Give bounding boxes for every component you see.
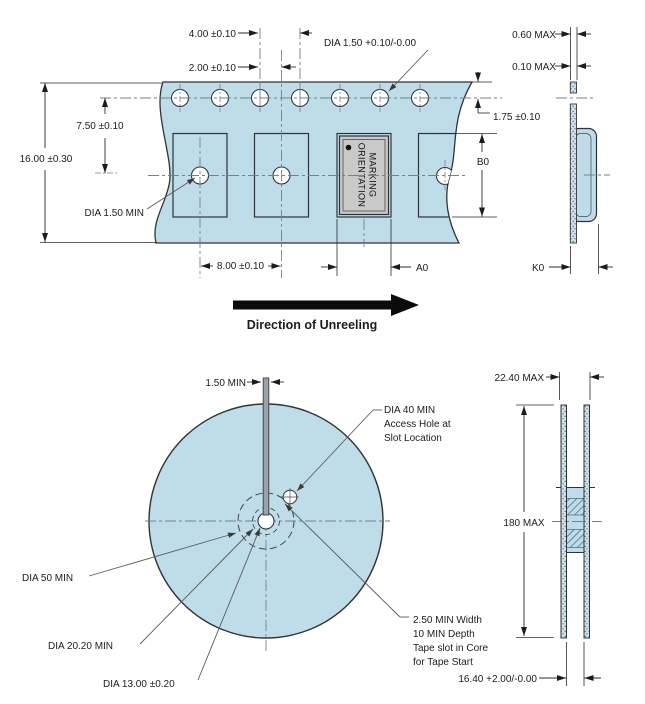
flange-left — [561, 405, 567, 638]
dim-max-thickness: 0.60 MAX — [512, 30, 556, 41]
note-access-hole-2: Access Hole at — [384, 419, 451, 430]
tape-side-view — [512, 27, 613, 274]
note-tape-slot-1: 2.50 MIN Width — [413, 615, 482, 626]
dim-hub-dia: DIA 50 MIN — [22, 573, 74, 584]
direction-arrow — [233, 294, 419, 316]
marking-line1: MARKING — [367, 152, 378, 198]
carrier-tape-top-view — [20, 28, 541, 332]
dim-sprocket-hole-dia: DIA 1.50 +0.10/-0.00 — [324, 38, 417, 49]
tape-body — [155, 82, 472, 243]
dim-arbor-ring-dia: DIA 20.20 MIN — [48, 641, 114, 652]
dim-b0: B0 — [476, 157, 490, 168]
dim-flange-span: 22.40 MAX — [494, 373, 544, 384]
dim-tape-width: 16.00 ±0.30 — [19, 154, 73, 165]
direction-of-unreeling — [233, 294, 419, 332]
dim-pocket-pitch: 8.00 ±0.10 — [216, 261, 265, 272]
dim-center-hole-dia: DIA 13.00 ±0.20 — [103, 679, 175, 690]
note-tape-slot-2: 10 MIN Depth — [413, 629, 475, 640]
side-view-dimensions — [512, 27, 613, 274]
dim-reel-dia: 180 MAX — [503, 518, 545, 529]
dim-sprocket-to-pocket: 7.50 ±0.10 — [76, 121, 124, 132]
note-tape-slot-3: Tape slot in Core — [413, 643, 489, 654]
direction-label: Direction of Unreeling — [246, 318, 378, 332]
dim-slot-width: 1.50 MIN — [205, 378, 246, 389]
tape-strip-top — [570, 82, 576, 93]
dim-sprocket-pitch: 4.00 ±0.10 — [188, 29, 236, 40]
marking-line2: ORIENTATION — [356, 142, 367, 208]
pin1-dot — [346, 145, 352, 151]
dim-inner-width: 16.40 +2.00/-0.00 — [458, 674, 537, 685]
reel-side-view — [458, 372, 604, 686]
flange-right — [584, 405, 590, 638]
hub-hatch-bottom — [567, 530, 585, 548]
hub-hatch-top — [567, 499, 585, 516]
dim-k0: K0 — [532, 263, 545, 274]
dim-pocket-hole-dia: DIA 1.50 MIN — [84, 208, 144, 219]
dim-tape-thickness: 0.10 MAX — [512, 62, 556, 73]
tape-start-slot — [263, 378, 269, 515]
note-access-hole-3: Slot Location — [384, 433, 442, 444]
reel-front-view — [22, 378, 488, 690]
dim-a0: A0 — [416, 263, 429, 274]
note-tape-slot-4: for Tape Start — [413, 657, 473, 668]
tape-strip — [570, 104, 576, 243]
dim-edge-to-sprocket: 1.75 ±0.10 — [493, 112, 541, 123]
dim-hole-to-pocket: 2.00 ±0.10 — [188, 63, 236, 74]
note-access-hole-1: DIA 40 MIN — [384, 405, 436, 416]
